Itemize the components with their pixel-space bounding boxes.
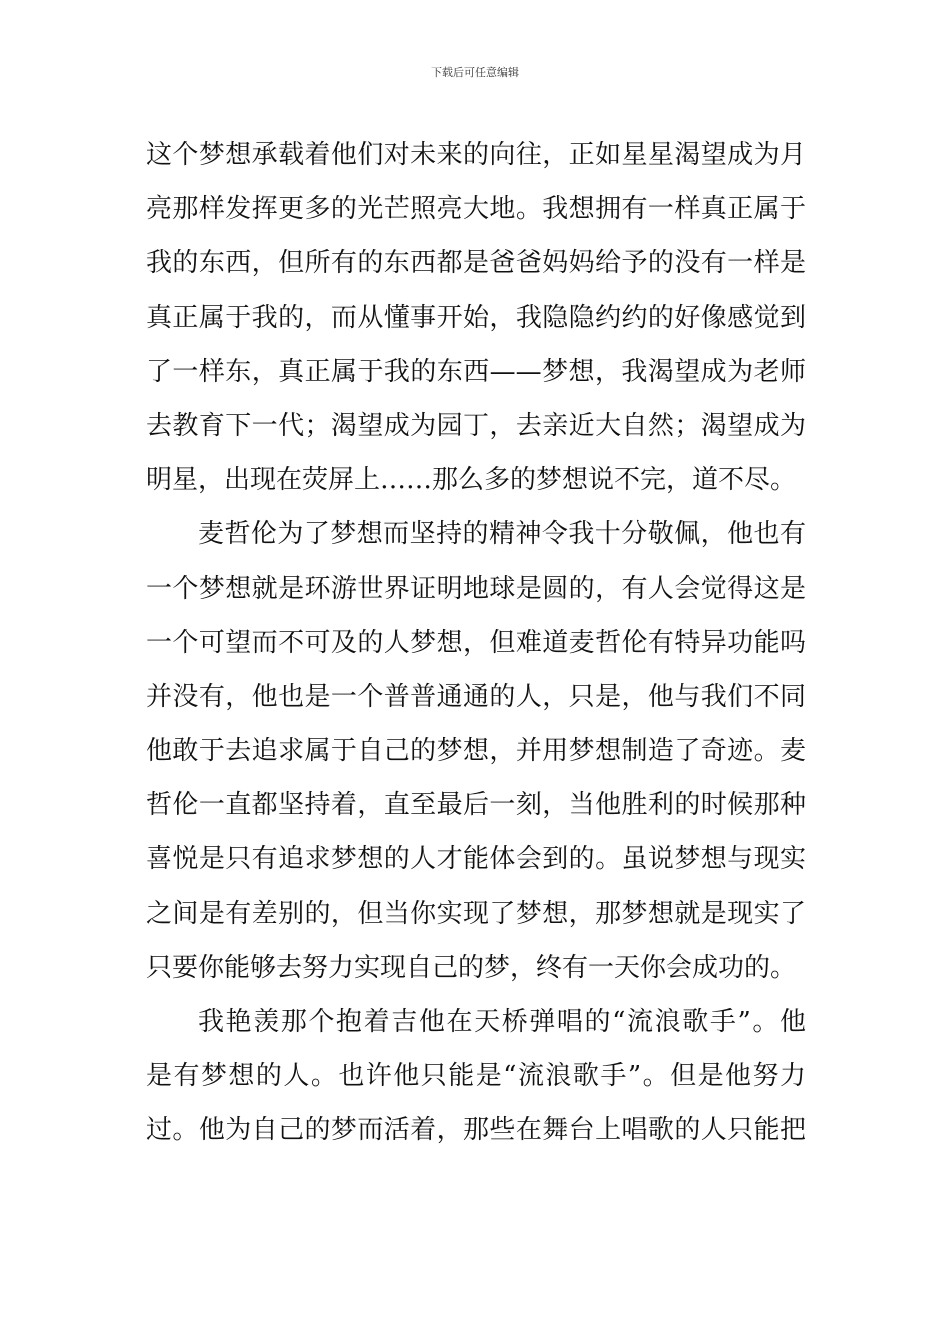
document-body	[146, 128, 806, 1158]
text-line: 喜悦是只有追求梦想的人才能体会到的。虽说梦想与现实	[146, 844, 806, 875]
text-line: 明星，出现在荧屏上……那么多的梦想说不完，道不尽。	[146, 465, 797, 496]
page-header: 下载后可任意编辑	[431, 66, 519, 79]
text-line: 一个可望而不可及的人梦想，但难道麦哲伦有特异功能吗	[146, 627, 806, 658]
text-line: 并没有，他也是一个普普通通的人，只是，他与我们不同	[146, 681, 806, 712]
text-line: 亮那样发挥更多的光芒照亮大地。我想拥有一样真正属于	[146, 194, 806, 225]
text-line: 去教育下一代；渴望成为园丁，去亲近大自然；渴望成为	[146, 410, 806, 441]
text-line: 是有梦想的人。也许他只能是“流浪歌手”。但是他努力	[146, 1061, 806, 1092]
text-line: 哲伦一直都坚持着，直至最后一刻，当他胜利的时候那种	[146, 790, 806, 821]
text-line: 真正属于我的，而从懂事开始，我隐隐约约的好像感觉到	[146, 302, 806, 333]
text-line: 只要你能够去努力实现自己的梦，终有一天你会成功的。	[146, 952, 797, 983]
text-line: 一个梦想就是环游世界证明地球是圆的，有人会觉得这是	[146, 573, 806, 604]
text-line: 我的东西，但所有的东西都是爸爸妈妈给予的没有一样是	[146, 248, 806, 279]
text-line: 他敢于去追求属于自己的梦想，并用梦想制造了奇迹。麦	[146, 736, 806, 767]
text-line: 麦哲伦为了梦想而坚持的精神令我十分敬佩，他也有	[198, 519, 806, 550]
text-line: 这个梦想承载着他们对未来的向往，正如星星渴望成为月	[146, 140, 806, 170]
text-line: 我艳羡那个抱着吉他在天桥弹唱的“流浪歌手”。他	[198, 1007, 806, 1037]
text-line: 之间是有差别的，但当你实现了梦想，那梦想就是现实了	[146, 898, 806, 929]
text-line: 过。他为自己的梦而活着，那些在舞台上唱歌的人只能把	[146, 1115, 806, 1146]
text-line: 了一样东，真正属于我的东西——梦想，我渴望成为老师	[146, 356, 806, 387]
